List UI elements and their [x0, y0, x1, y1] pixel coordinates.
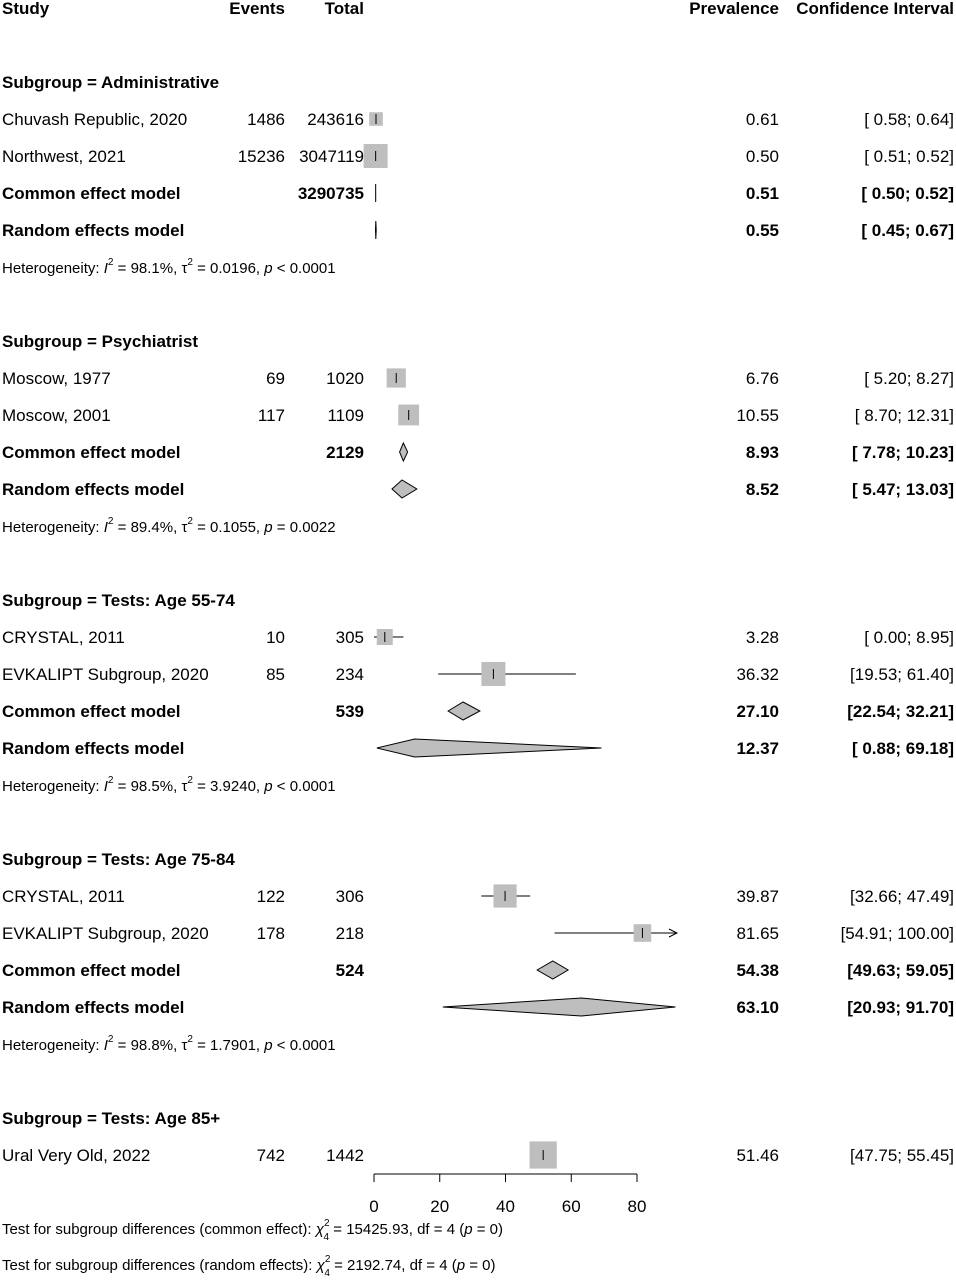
header-events: Events [229, 0, 285, 18]
study-events: 122 [256, 887, 285, 906]
common-prevalence: 54.38 [736, 961, 779, 980]
random-effects-row [2, 739, 954, 758]
random-label: Random effects model [2, 739, 185, 758]
study-row [2, 884, 954, 907]
study-row [2, 662, 954, 686]
common-label: Common effect model [2, 961, 181, 980]
study-row [2, 405, 954, 426]
header-total: Total [324, 0, 364, 18]
study-name: CRYSTAL, 2011 [2, 887, 125, 906]
study-events: 178 [256, 924, 285, 943]
study-total: 1020 [326, 369, 364, 388]
study-prevalence: 3.28 [745, 628, 779, 647]
study-name: EVKALIPT Subgroup, 2020 [2, 665, 209, 684]
study-total: 1109 [327, 406, 364, 425]
random-diamond [443, 998, 676, 1016]
subgroup-title: Subgroup = Tests: Age 75-84 [2, 850, 235, 869]
study-row [2, 368, 954, 388]
study-row [2, 924, 954, 943]
study-total: 243616 [307, 110, 364, 129]
random-ci: [ 0.88; 69.18] [851, 739, 954, 758]
study-events: 742 [256, 1146, 285, 1165]
axis-tick-label: 0 [369, 1197, 379, 1216]
common-ci: [49.63; 59.05] [847, 961, 954, 980]
random-ci: [ 5.47; 13.03] [851, 480, 954, 499]
common-ci: [22.54; 32.21] [847, 702, 954, 721]
study-name: Moscow, 1977 [2, 369, 111, 388]
study-ci: [54.91; 100.00] [840, 924, 954, 943]
study-ci: [ 0.00; 8.95] [864, 628, 954, 647]
subgroup-title: Subgroup = Administrative [2, 73, 220, 92]
random-diamond [377, 739, 602, 757]
random-diamond [375, 221, 376, 239]
study-prevalence: 39.87 [736, 887, 779, 906]
study-total: 306 [335, 887, 364, 906]
header-study: Study [2, 0, 50, 18]
study-name: EVKALIPT Subgroup, 2020 [2, 924, 209, 943]
study-ci: [ 0.51; 0.52] [864, 147, 954, 166]
study-ci: [ 0.58; 0.64] [864, 110, 954, 129]
study-prevalence: 6.76 [745, 369, 779, 388]
forest-rows [2, 73, 954, 1169]
common-effect-row [2, 184, 954, 203]
common-effect-row [2, 443, 954, 462]
random-effects-row [2, 480, 954, 499]
common-label: Common effect model [2, 443, 181, 462]
subgroup-test-text: Test for subgroup differences (random effects): $\chi^2$ 4 = 2192.74, df = 4 (p = 0) [2, 1254, 496, 1279]
common-label: Common effect model [2, 184, 181, 203]
random-diamond [392, 480, 417, 498]
heterogeneity-text: Heterogeneity: $I^2 = 89.4\%$, $\tau^2 = 0.1055$, p = 0.0022 [2, 516, 336, 536]
study-events: 10 [266, 628, 285, 647]
common-diamond [448, 702, 480, 720]
study-total: 234 [335, 665, 364, 684]
x-axis [369, 1174, 646, 1216]
study-total: 218 [335, 924, 364, 943]
study-prevalence: 0.61 [745, 110, 779, 129]
common-ci: [ 0.50; 0.52] [861, 184, 954, 203]
random-effects-row [2, 221, 954, 240]
study-name: Northwest, 2021 [2, 147, 126, 166]
study-total: 1442 [326, 1146, 364, 1165]
header-confidence-interval: Confidence Interval [796, 0, 954, 18]
column-headers [2, 0, 954, 18]
subgroup-title: Subgroup = Psychiatrist [2, 332, 199, 351]
study-prevalence: 0.50 [745, 147, 779, 166]
axis-tick-label: 20 [430, 1197, 450, 1216]
random-prevalence: 12.37 [736, 739, 779, 758]
study-events: 85 [266, 665, 285, 684]
common-diamond [400, 443, 408, 461]
common-effect-row [2, 702, 954, 721]
study-ci: [ 8.70; 12.31] [854, 406, 954, 425]
random-prevalence: 8.52 [745, 480, 779, 499]
random-label: Random effects model [2, 998, 185, 1017]
study-ci: [32.66; 47.49] [850, 887, 954, 906]
random-prevalence: 63.10 [736, 998, 779, 1017]
common-total: 539 [335, 702, 364, 721]
axis-tick-label: 60 [561, 1197, 581, 1216]
common-ci: [ 7.78; 10.23] [851, 443, 954, 462]
header-prevalence: Prevalence [689, 0, 779, 18]
common-total: 3290735 [297, 184, 364, 203]
study-events: 1486 [247, 110, 285, 129]
study-name: CRYSTAL, 2011 [2, 628, 125, 647]
random-ci: [ 0.45; 0.67] [861, 221, 954, 240]
subgroup-2 [2, 332, 954, 536]
common-total: 2129 [326, 443, 364, 462]
subgroup-4 [2, 850, 954, 1054]
random-label: Random effects model [2, 221, 185, 240]
study-ci: [ 5.20; 8.27] [864, 369, 954, 388]
study-total: 3047119 [299, 147, 364, 166]
random-label: Random effects model [2, 480, 185, 499]
subgroup-title: Subgroup = Tests: Age 55-74 [2, 591, 235, 610]
heterogeneity-text: Heterogeneity: $I^2 = 98.8\%$, $\tau^2 = 1.7901$, p < 0.0001 [2, 1034, 336, 1054]
study-prevalence: 36.32 [736, 665, 779, 684]
study-prevalence: 51.46 [736, 1146, 779, 1165]
random-prevalence: 0.55 [745, 221, 779, 240]
random-ci: [20.93; 91.70] [847, 998, 954, 1017]
common-total: 524 [335, 961, 364, 980]
study-prevalence: 81.65 [736, 924, 779, 943]
common-label: Common effect model [2, 702, 181, 721]
subgroup-tests [2, 1218, 503, 1279]
heterogeneity-text: Heterogeneity: $I^2 = 98.5\%$, $\tau^2 = 3.9240$, p < 0.0001 [2, 775, 336, 795]
study-row [2, 144, 954, 168]
subgroup-1 [2, 73, 954, 277]
axis-tick-label: 40 [496, 1197, 515, 1216]
common-prevalence: 0.51 [745, 184, 779, 203]
study-name: Chuvash Republic, 2020 [2, 110, 188, 129]
common-prevalence: 27.10 [736, 702, 779, 721]
study-events: 117 [257, 406, 285, 425]
study-ci: [47.75; 55.45] [850, 1146, 954, 1165]
subgroup-5 [2, 1109, 954, 1169]
study-row [2, 628, 954, 647]
study-prevalence: 10.55 [736, 406, 779, 425]
random-effects-row [2, 998, 954, 1017]
study-ci: [19.53; 61.40] [850, 665, 954, 684]
common-prevalence: 8.93 [745, 443, 779, 462]
study-name: Moscow, 2001 [2, 406, 111, 425]
common-diamond [537, 961, 568, 979]
study-row [2, 1141, 954, 1168]
study-events: 15236 [237, 147, 285, 166]
common-effect-row [2, 961, 954, 980]
subgroup-test-text: Test for subgroup differences (common effect): $\chi^2$ 4 = 15425.93, df = 4 (p = 0) [2, 1218, 503, 1243]
axis-tick-label: 80 [627, 1197, 647, 1216]
study-events: 69 [266, 369, 285, 388]
subgroup-title: Subgroup = Tests: Age 85+ [2, 1109, 221, 1128]
study-row [2, 110, 954, 129]
subgroup-3 [2, 591, 954, 795]
study-total: 305 [335, 628, 364, 647]
heterogeneity-text: Heterogeneity: $I^2 = 98.1\%$, $\tau^2 = 0.0196$, p < 0.0001 [2, 257, 336, 277]
study-name: Ural Very Old, 2022 [2, 1146, 151, 1165]
